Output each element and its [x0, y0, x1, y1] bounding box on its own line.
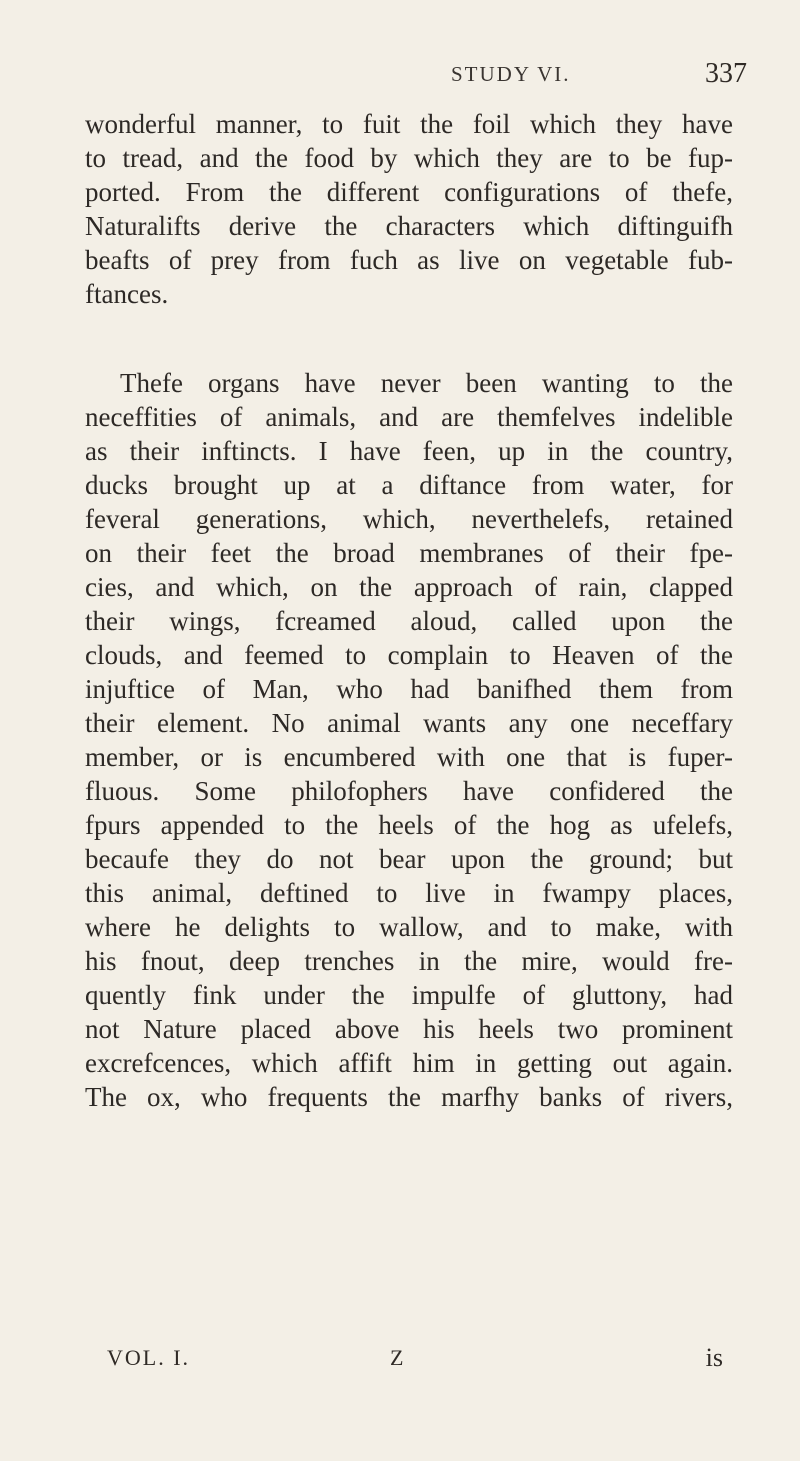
text-line: neceffities of animals, and are themfelves indelible [85, 402, 733, 432]
text-line: injuftice of Man, who had banifhed them from [85, 674, 733, 704]
text-line: on their feet the broad membranes of their fpe- [85, 538, 733, 568]
text-line: cies, and which, on the approach of rain, clapped [85, 572, 733, 602]
text-line: member, or is encumbered with one that is fuper- [85, 742, 733, 772]
paragraph-1 [85, 107, 733, 311]
paragraph-gap [85, 311, 733, 366]
text-line: Thefe organs have never been wanting to the [120, 368, 733, 398]
text-line: fpurs appended to the heels of the hog as ufelefs, [85, 810, 733, 840]
text-line: feveral generations, which, neverthelefs, retained [85, 504, 733, 534]
text-line: becaufe they do not bear upon the ground; but [85, 844, 733, 874]
text-line: his fnout, deep trenches in the mire, would fre- [85, 946, 733, 976]
running-head [0, 58, 800, 98]
signature-mark: Z [390, 1345, 404, 1370]
text-line: where he delights to wallow, and to make, with [85, 912, 733, 942]
text-line: Naturalifts derive the characters which diftinguifh [85, 211, 733, 241]
text-line: not Nature placed above his heels two prominent [85, 1014, 733, 1044]
text-line: to tread, and the food by which they are to be fup- [85, 143, 733, 173]
body-text [85, 107, 733, 1114]
page-number: 337 [705, 58, 747, 89]
text-line: beafts of prey from fuch as live on vegetable fub- [85, 245, 733, 275]
text-line: quently fink under the impulfe of gluttony, had [85, 980, 733, 1010]
text-line: ducks brought up at a diftance from water, for [85, 470, 733, 500]
text-line: The ox, who frequents the marfhy banks of rivers, [85, 1082, 733, 1112]
text-line: their element. No animal wants any one neceffary [85, 708, 733, 738]
text-line: wonderful manner, to fuit the foil which they have [85, 109, 733, 139]
text-line: ftances. [85, 279, 169, 309]
paragraph-2 [85, 366, 733, 1114]
catchword: is [705, 1343, 723, 1372]
text-line: fluous. Some philofophers have confidered the [85, 776, 733, 806]
running-title: STUDY VI. [451, 62, 571, 86]
text-line: their wings, fcreamed aloud, called upon the [85, 606, 733, 636]
page-footer [85, 1343, 733, 1377]
text-line: excrefcences, which affift him in getting out again. [85, 1048, 733, 1078]
text-line: ported. From the different configurations of thefe, [85, 177, 733, 207]
text-line: clouds, and feemed to complain to Heaven of the [85, 640, 733, 670]
text-line: this animal, deftined to live in fwampy places, [85, 878, 733, 908]
text-line: as their inftincts. I have feen, up in the country, [85, 436, 733, 466]
volume-mark: VOL. I. [107, 1345, 191, 1370]
